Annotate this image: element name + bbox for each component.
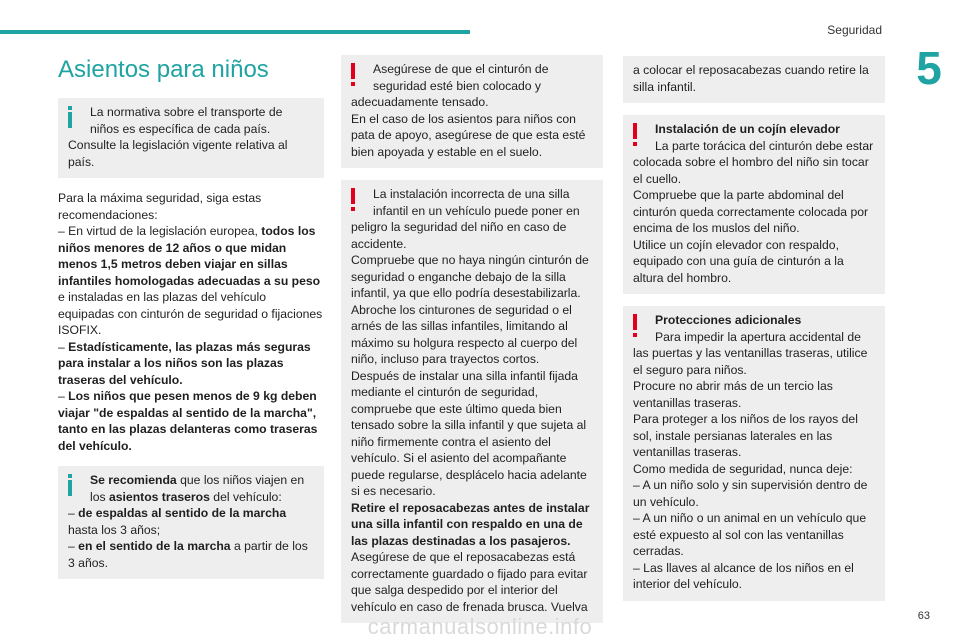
recommendations	[58, 190, 324, 454]
warning-title: Protecciones adicionales	[655, 313, 802, 327]
info-line: Se recomienda que los niños viajen en	[90, 473, 305, 487]
info-line: La normativa sobre el transporte de	[90, 105, 283, 119]
list-item: – Los niños que pesen menos de 9 kg deben viajar "de espaldas al sentido de la marcha", tanto en las plazas delanteras como traseras del vehículo.	[58, 389, 318, 453]
continued-box	[623, 56, 885, 103]
info-icon	[65, 474, 75, 498]
warning-box	[341, 55, 603, 168]
warning-line: Asegúrese de que el cinturón de	[373, 62, 549, 76]
intro-text: Para la máxima seguridad, siga estas recomendaciones:	[58, 191, 262, 222]
list-item: – Estadísticamente, las plazas más seguras para instalar a los niños son las plazas traseras del vehículo.	[58, 339, 311, 387]
warning-line: infantil en un vehículo puede poner en	[373, 203, 580, 218]
warning-text: colocada sobre el hombro del niño sin tocar el cuello.	[633, 155, 869, 186]
warning-text: En el caso de los asientos para niños con pata de apoyo, asegúrese de que esta esté bien apoyada y estable en el suelo.	[351, 111, 586, 159]
warning-text: Como medida de seguridad, nunca deje:	[633, 461, 853, 476]
warning-text: Utilice un cojín elevador con respaldo, equipado con una guía de cinturón a la altura del hombro.	[633, 237, 844, 285]
column-1	[58, 56, 324, 591]
warning-line: seguridad esté bien colocado y	[373, 78, 542, 93]
warning-text: Retire el reposacabezas antes de instalar una silla infantil con respaldo en una de las plazas destinadas a los pasajeros.	[351, 500, 590, 548]
warning-box	[623, 115, 885, 294]
warning-icon	[631, 123, 639, 147]
warning-text: Compruebe que la parte abdominal del cinturón queda correctamente colocada por encima de los muslos del niño.	[633, 188, 869, 235]
page-title: Asientos para niños	[58, 56, 269, 83]
list-item: – Las llaves al alcance de los niños en el interior del vehículo.	[633, 560, 854, 591]
watermark: carmanualsonline.info	[367, 614, 593, 639]
list-item: – de espaldas al sentido de la marcha hasta los 3 años;	[68, 506, 287, 537]
section-name: Seguridad	[827, 23, 882, 37]
warning-line: Para impedir la apertura accidental de	[655, 329, 861, 344]
warning-text: Abroche los cinturones de seguridad o el arnés de las sillas infantiles, limitando al máximo su holgura respecto al cuerpo del niño, incluso para trayectos cortos.	[351, 302, 578, 366]
warning-text: Compruebe que no haya ningún cinturón de seguridad o enganche debajo de la silla infantil, ya que ello podría desestabilizarla.	[351, 253, 589, 300]
warning-text: las puertas y las ventanillas traseras, utilice el seguro para niños.	[633, 346, 868, 377]
warning-text: adecuadamente tensado.	[351, 95, 489, 109]
warning-text: Después de instalar una silla infantil fijada mediante el cinturón de seguridad, compruebe que este último queda bien tensado sobre la silla infantil y que sujeta al niño firmemente contra el asiento del vehículo. Si el asiento del acompañante puede regularse, desplácelo hacia adelante si es necesario.	[351, 368, 587, 498]
continued-text: a colocar el reposacabezas cuando retire la silla infantil.	[633, 63, 869, 94]
warning-text: peligro la seguridad del niño en caso de accidente.	[351, 220, 567, 251]
chapter-number: 5	[916, 42, 942, 94]
info-line: los asientos traseros del vehículo:	[90, 489, 282, 504]
warning-icon	[349, 188, 357, 212]
warning-text: Procure no abrir más de un tercio las ventanillas traseras.	[633, 379, 833, 410]
info-icon	[65, 106, 75, 130]
info-box	[58, 466, 324, 579]
info-text: Consulte la legislación vigente relativa al país.	[68, 138, 288, 169]
warning-title: Instalación de un cojín elevador	[655, 122, 840, 136]
warning-line: La instalación incorrecta de una silla	[373, 187, 570, 201]
warning-text: Para proteger a los niños de los rayos del sol, instale persianas laterales en las ventanillas traseras.	[633, 412, 858, 459]
info-box	[58, 98, 324, 178]
list-item: – en el sentido de la marcha a partir de los 3 años.	[68, 539, 308, 570]
list-item: – A un niño solo y sin supervisión dentro de un vehículo.	[633, 478, 868, 509]
warning-box	[623, 306, 885, 601]
page-number: 63	[917, 610, 930, 622]
column-2	[341, 55, 603, 635]
warning-icon	[631, 314, 639, 338]
warning-box	[341, 180, 603, 623]
list-item: – A un niño o un animal en un vehículo que esté expuesto al sol con las ventanillas cerradas.	[633, 511, 867, 558]
warning-text: Asegúrese de que el reposacabezas está correctamente guardado o fijado para evitar que salga despedido por el interior del vehículo en caso de frenada brusca. Vuelva	[351, 550, 588, 614]
section-bar	[0, 30, 470, 34]
column-3	[623, 56, 885, 613]
warning-line: La parte torácica del cinturón debe estar	[655, 138, 874, 153]
list-item: – En virtud de la legislación europea, todos los niños menores de 12 años o que midan menos 1,5 metros deben viajar en sillas infantiles homologadas adecuadas a su peso e instaladas en las plazas del vehículo equipadas con cinturón de seguridad o fijaciones ISOFIX.	[58, 224, 323, 337]
warning-icon	[349, 63, 357, 87]
info-line: niños es específica de cada país.	[90, 121, 271, 136]
